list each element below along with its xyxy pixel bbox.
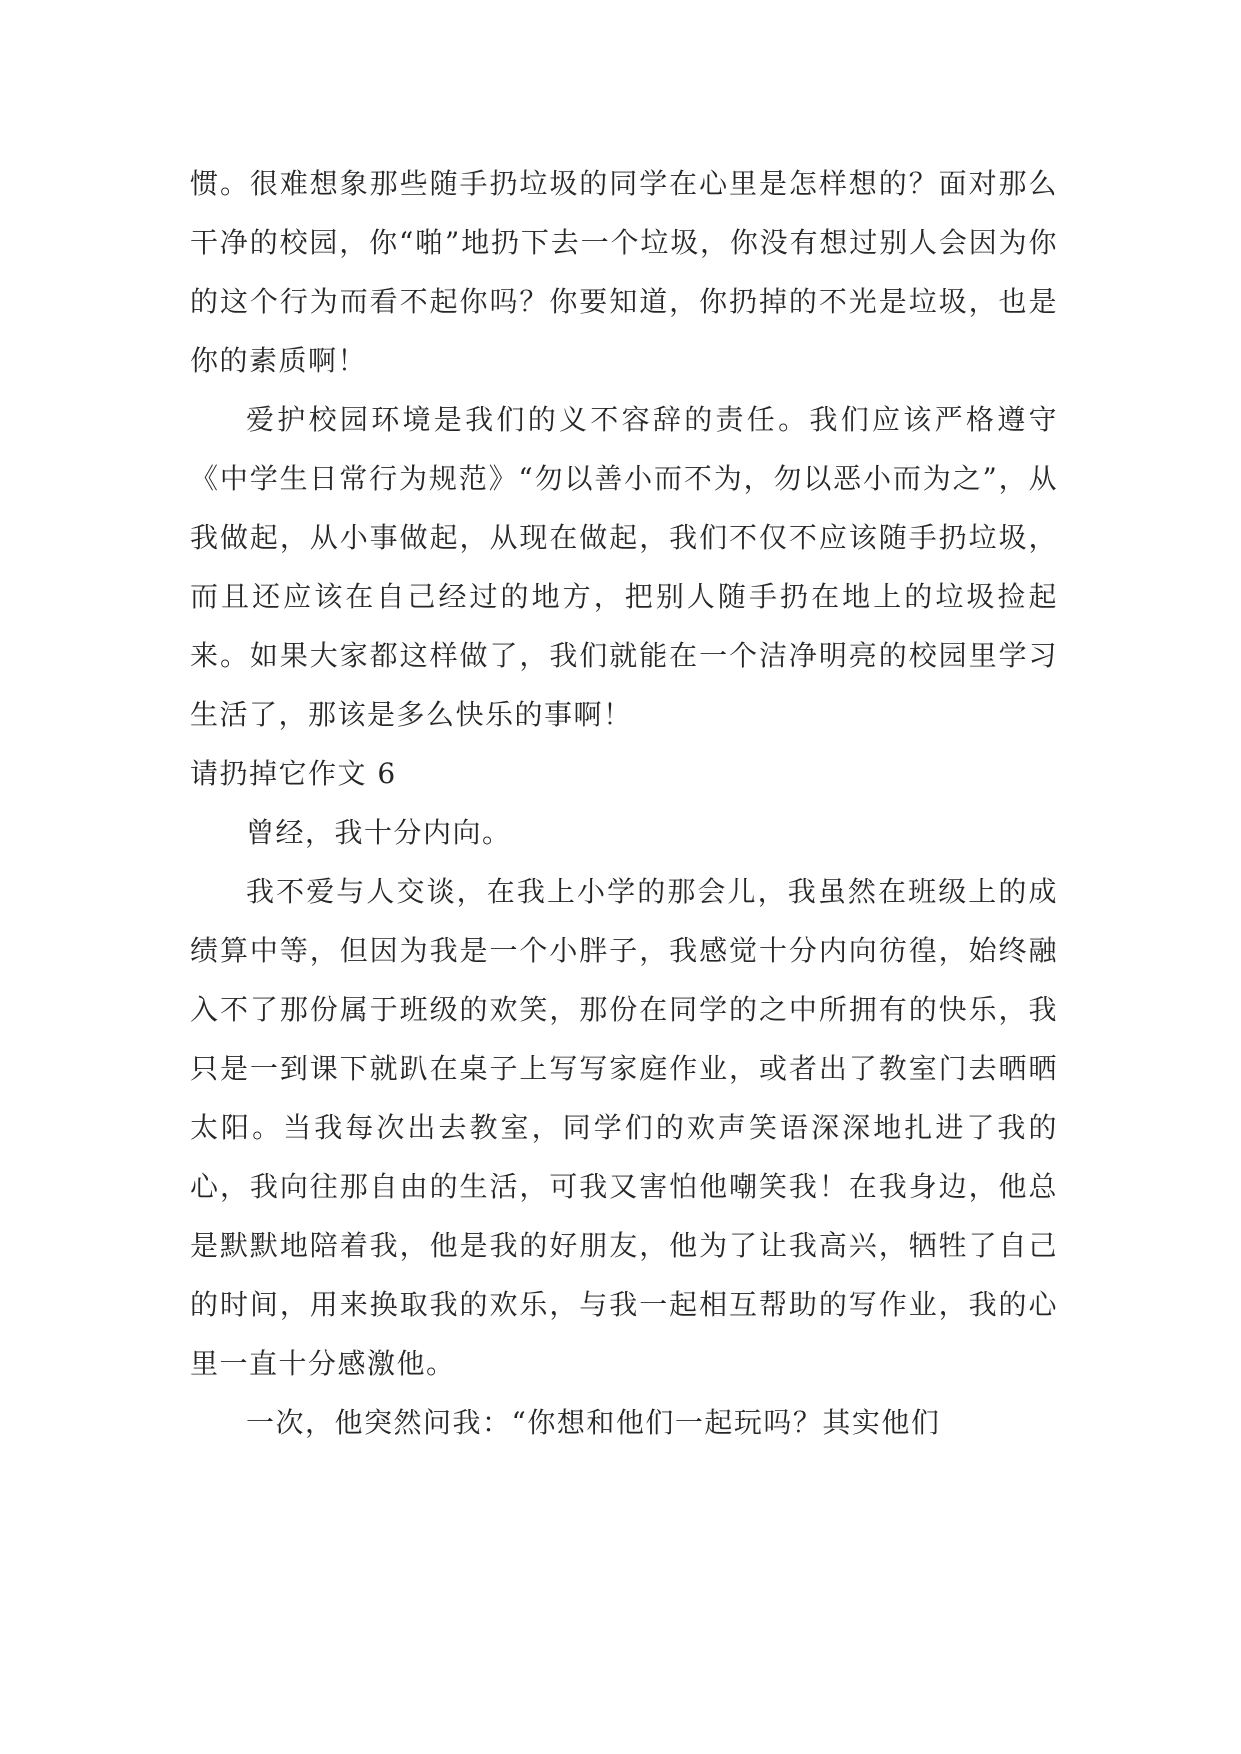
paragraph-childhood: 我不爱与人交谈，在我上小学的那会儿，我虽然在班级上的成绩算中等，但因为我是一个小胖子，我感觉十分内向彷徨，始终融入不了那份属于班级的欢笑，那份在同学的之中所拥有的快乐，我只是一到课下就趴在桌子上写写家庭作业，或者出了教室门去晒晒太阳。当我每次出去教室，同学们的欢声笑语深深地扎进了我的心，我向往那自由的生活，可我又害怕他嘲笑我！在我身边，他总是默默地陪着我，他是我的好朋友，他为了让我高兴，牺牲了自己的时间，用来换取我的欢乐，与我一起相互帮助的写作业，我的心里一直十分感激他。 bbox=[190, 875, 1058, 1380]
paragraph-introvert: 曾经，我十分内向。 bbox=[246, 816, 512, 849]
essay-heading: 请扔掉它作文 6 bbox=[190, 757, 397, 790]
paragraph-school-environment: 爱护校园环境是我们的义不容辞的责任。我们应该严格遵守《中学生日常行为规范》“勿以善小而不为，勿以恶小而为之”，从我做起，从小事做起，从现在做起，我们不仅不应该随手扔垃圾，而且还应该在自己经过的地方，把别人随手扔在地上的垃圾捡起来。如果大家都这样做了，我们就能在一个洁净明亮的校园里学习生活了，那该是多么快乐的事啊！ bbox=[190, 403, 1058, 731]
document-page bbox=[190, 154, 1058, 1452]
paragraph-question: 一次，他突然问我：“你想和他们一起玩吗？其实他们 bbox=[246, 1406, 941, 1439]
paragraph-continuation: 惯。很难想象那些随手扔垃圾的同学在心里是怎样想的？面对那么干净的校园，你“啪”地扔下去一个垃圾，你没有想过别人会因为你的这个行为而看不起你吗？你要知道，你扔掉的不光是垃圾，也是你的素质啊！ bbox=[190, 167, 1058, 377]
